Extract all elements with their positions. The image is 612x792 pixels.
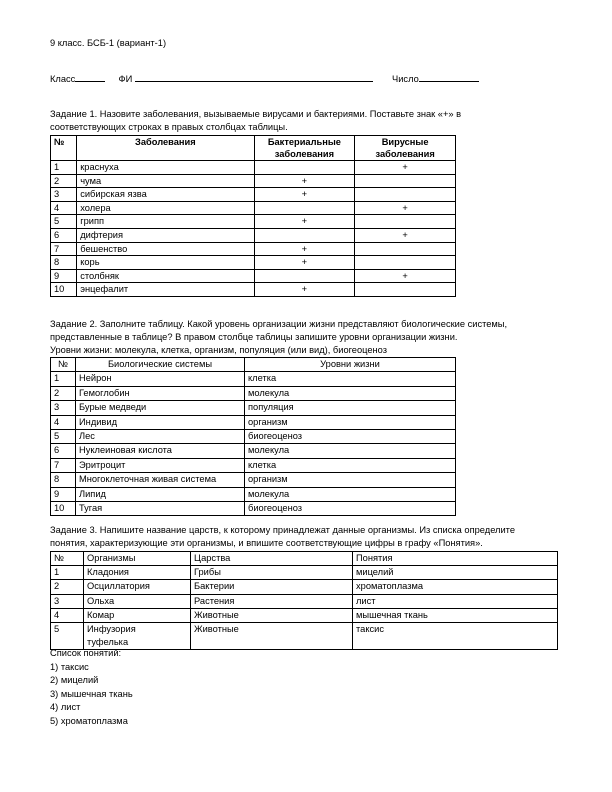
disease-name: сибирская язва xyxy=(77,188,254,202)
row-num: 7 xyxy=(51,458,76,472)
kingdom-cell[interactable]: Грибы xyxy=(191,566,353,580)
bacterial-cell[interactable]: + xyxy=(254,174,355,188)
bacterial-cell[interactable]: + xyxy=(254,188,355,202)
col-organism: Организмы xyxy=(84,552,191,566)
row-num: 5 xyxy=(51,623,84,650)
viral-cell[interactable]: + xyxy=(355,228,456,242)
table-row xyxy=(51,215,456,229)
level-cell[interactable]: клетка xyxy=(245,458,456,472)
viral-cell[interactable] xyxy=(355,242,456,256)
col-viral xyxy=(355,136,456,161)
table-header-row xyxy=(51,136,456,161)
concept-cell[interactable]: таксис xyxy=(353,623,558,650)
system-name: Нейрон xyxy=(76,372,245,386)
col-num: № xyxy=(51,358,76,372)
disease-name: бешенство xyxy=(77,242,254,256)
col-bacterial-line1: Бактериальные xyxy=(267,137,341,147)
list-item: 4) лист xyxy=(50,702,81,712)
row-num: 1 xyxy=(51,372,76,386)
col-bacterial-line2: заболевания xyxy=(274,149,335,159)
level-cell[interactable]: организм xyxy=(245,415,456,429)
row-num: 3 xyxy=(51,401,76,415)
col-viral-line1: Вирусные xyxy=(381,137,429,147)
col-disease: Заболевания xyxy=(77,136,254,161)
system-name: Бурые медведи xyxy=(76,401,245,415)
level-cell[interactable]: популяция xyxy=(245,401,456,415)
kingdom-cell[interactable]: Растения xyxy=(191,594,353,608)
row-num: 4 xyxy=(51,608,84,622)
row-num: 5 xyxy=(51,430,76,444)
row-num: 3 xyxy=(51,188,77,202)
viral-cell[interactable]: + xyxy=(355,161,456,175)
table-row xyxy=(51,623,558,650)
col-bacterial xyxy=(254,136,355,161)
system-name: Нуклеиновая кислота xyxy=(76,444,245,458)
row-num: 6 xyxy=(51,228,77,242)
col-num: № xyxy=(51,552,84,566)
task1-table xyxy=(50,135,456,297)
row-num: 5 xyxy=(51,215,77,229)
row-num: 9 xyxy=(51,269,77,283)
table-row xyxy=(51,415,456,429)
task1-text-line1: Задание 1. Назовите заболевания, вызываемые вирусами и бактериями. Поставьте знак «+» в xyxy=(50,109,462,119)
bacterial-cell[interactable]: + xyxy=(254,242,355,256)
row-num: 2 xyxy=(51,174,77,188)
row-num: 2 xyxy=(51,580,84,594)
fio-field[interactable] xyxy=(135,71,373,82)
row-num: 10 xyxy=(51,283,77,297)
row-num: 9 xyxy=(51,487,76,501)
concept-cell[interactable]: лист xyxy=(353,594,558,608)
date-label: Число xyxy=(392,74,419,84)
task2-text-line3: Уровни жизни: молекула, клетка, организм, популяция (или вид), биогеоценоз xyxy=(50,345,388,355)
organism-name: Осциллатория xyxy=(84,580,191,594)
col-level: Уровни жизни xyxy=(245,358,456,372)
organism-name: Ольха xyxy=(84,594,191,608)
concept-cell[interactable]: мицелий xyxy=(353,566,558,580)
table-row xyxy=(51,201,456,215)
task3-text-line1: Задание 3. Напишите название царств, к которому принадлежат данные организмы. Из списка определите xyxy=(50,525,515,535)
kingdom-cell[interactable]: Животные xyxy=(191,623,353,650)
organism-name: Комар xyxy=(84,608,191,622)
bacterial-cell[interactable]: + xyxy=(254,283,355,297)
disease-name: грипп xyxy=(77,215,254,229)
bacterial-cell[interactable]: + xyxy=(254,215,355,229)
level-cell[interactable]: молекула xyxy=(245,487,456,501)
row-num: 1 xyxy=(51,161,77,175)
table-row xyxy=(51,444,456,458)
list-item: 5) хроматоплазма xyxy=(50,716,128,726)
row-num: 8 xyxy=(51,473,76,487)
task3-table xyxy=(50,551,558,650)
level-cell[interactable]: молекула xyxy=(245,444,456,458)
level-cell[interactable]: организм xyxy=(245,473,456,487)
bacterial-cell[interactable] xyxy=(254,201,355,215)
table-row xyxy=(51,256,456,270)
table-header-row xyxy=(51,552,558,566)
table-row xyxy=(51,430,456,444)
disease-name: холера xyxy=(77,201,254,215)
table-row xyxy=(51,242,456,256)
disease-name: дифтерия xyxy=(77,228,254,242)
concept-cell[interactable]: хроматоплазма xyxy=(353,580,558,594)
organism-name-line2: туфелька xyxy=(87,637,129,648)
system-name: Тугая xyxy=(76,502,245,516)
level-cell[interactable]: клетка xyxy=(245,372,456,386)
table-row xyxy=(51,458,456,472)
disease-name: корь xyxy=(77,256,254,270)
concept-cell[interactable]: мышечная ткань xyxy=(353,608,558,622)
system-name: Гемоглобин xyxy=(76,386,245,400)
row-num: 4 xyxy=(51,415,76,429)
row-num: 4 xyxy=(51,201,77,215)
date-field[interactable] xyxy=(419,71,479,82)
organism-name: Кладония xyxy=(84,566,191,580)
table-row xyxy=(51,580,558,594)
table-row xyxy=(51,386,456,400)
col-num: № xyxy=(51,136,77,161)
table-row xyxy=(51,502,456,516)
col-system: Биологические системы xyxy=(76,358,245,372)
system-name: Эритроцит xyxy=(76,458,245,472)
disease-name: чума xyxy=(77,174,254,188)
table-row xyxy=(51,228,456,242)
table-row xyxy=(51,401,456,415)
organism-name xyxy=(84,623,191,650)
concepts-title: Список понятий: xyxy=(50,648,122,658)
viral-cell[interactable] xyxy=(355,174,456,188)
disease-name: краснуха xyxy=(77,161,254,175)
table-row xyxy=(51,487,456,501)
table-row xyxy=(51,188,456,202)
level-cell[interactable]: биогеоценоз xyxy=(245,502,456,516)
bacterial-cell[interactable] xyxy=(254,269,355,283)
table-row xyxy=(51,161,456,175)
bacterial-cell[interactable]: + xyxy=(254,256,355,270)
student-info-line xyxy=(50,71,479,84)
list-item: 1) таксис xyxy=(50,662,89,672)
viral-cell[interactable] xyxy=(355,188,456,202)
task2-table xyxy=(50,357,456,516)
table-header-row xyxy=(51,358,456,372)
table-row xyxy=(51,566,558,580)
kingdom-cell[interactable]: Бактерии xyxy=(191,580,353,594)
table-row xyxy=(51,174,456,188)
bacterial-cell[interactable] xyxy=(254,228,355,242)
list-item: 2) мицелий xyxy=(50,675,99,685)
table-row xyxy=(51,372,456,386)
fio-label: ФИ xyxy=(118,74,133,84)
task2-text-line1: Задание 2. Заполните таблицу. Какой уровень организации жизни представляют биологические системы, xyxy=(50,319,508,329)
viral-cell[interactable] xyxy=(355,215,456,229)
table-row xyxy=(51,594,558,608)
task2-text-line2: представленные в таблице? В правом столбце таблицы запишите уровни организации жизни. xyxy=(50,332,458,342)
list-item: 3) мышечная ткань xyxy=(50,689,133,699)
viral-cell[interactable] xyxy=(355,256,456,270)
col-kingdom: Царства xyxy=(191,552,353,566)
table-row xyxy=(51,283,456,297)
table-row xyxy=(51,473,456,487)
viral-cell[interactable]: + xyxy=(355,201,456,215)
row-num: 3 xyxy=(51,594,84,608)
row-num: 6 xyxy=(51,444,76,458)
level-cell[interactable]: молекула xyxy=(245,386,456,400)
disease-name: столбняк xyxy=(77,269,254,283)
task3-text-line2: понятия, характеризующие эти организмы, и впишите соответствующие цифры в графу «Понятия». xyxy=(50,538,483,548)
table-row xyxy=(51,269,456,283)
bacterial-cell[interactable] xyxy=(254,161,355,175)
row-num: 2 xyxy=(51,386,76,400)
row-num: 7 xyxy=(51,242,77,256)
system-name: Многоклеточная живая система xyxy=(76,473,245,487)
viral-cell[interactable]: + xyxy=(355,269,456,283)
level-cell[interactable]: биогеоценоз xyxy=(245,430,456,444)
row-num: 8 xyxy=(51,256,77,270)
viral-cell[interactable] xyxy=(355,283,456,297)
row-num: 10 xyxy=(51,502,76,516)
kingdom-cell[interactable]: Животные xyxy=(191,608,353,622)
col-concept: Понятия xyxy=(353,552,558,566)
table-row xyxy=(51,608,558,622)
system-name: Лес xyxy=(76,430,245,444)
organism-name-line1: Инфузория xyxy=(87,624,136,635)
task1-text-line2: соответствующих строках в правых столбцах таблицы. xyxy=(50,122,288,132)
page-title: 9 класс. БСБ-1 (вариант-1) xyxy=(50,38,167,48)
system-name: Индивид xyxy=(76,415,245,429)
system-name: Липид xyxy=(76,487,245,501)
class-field[interactable] xyxy=(75,71,105,82)
row-num: 1 xyxy=(51,566,84,580)
class-label: Класс xyxy=(50,74,76,84)
col-viral-line2: заболевания xyxy=(375,149,435,159)
disease-name: энцефалит xyxy=(77,283,254,297)
